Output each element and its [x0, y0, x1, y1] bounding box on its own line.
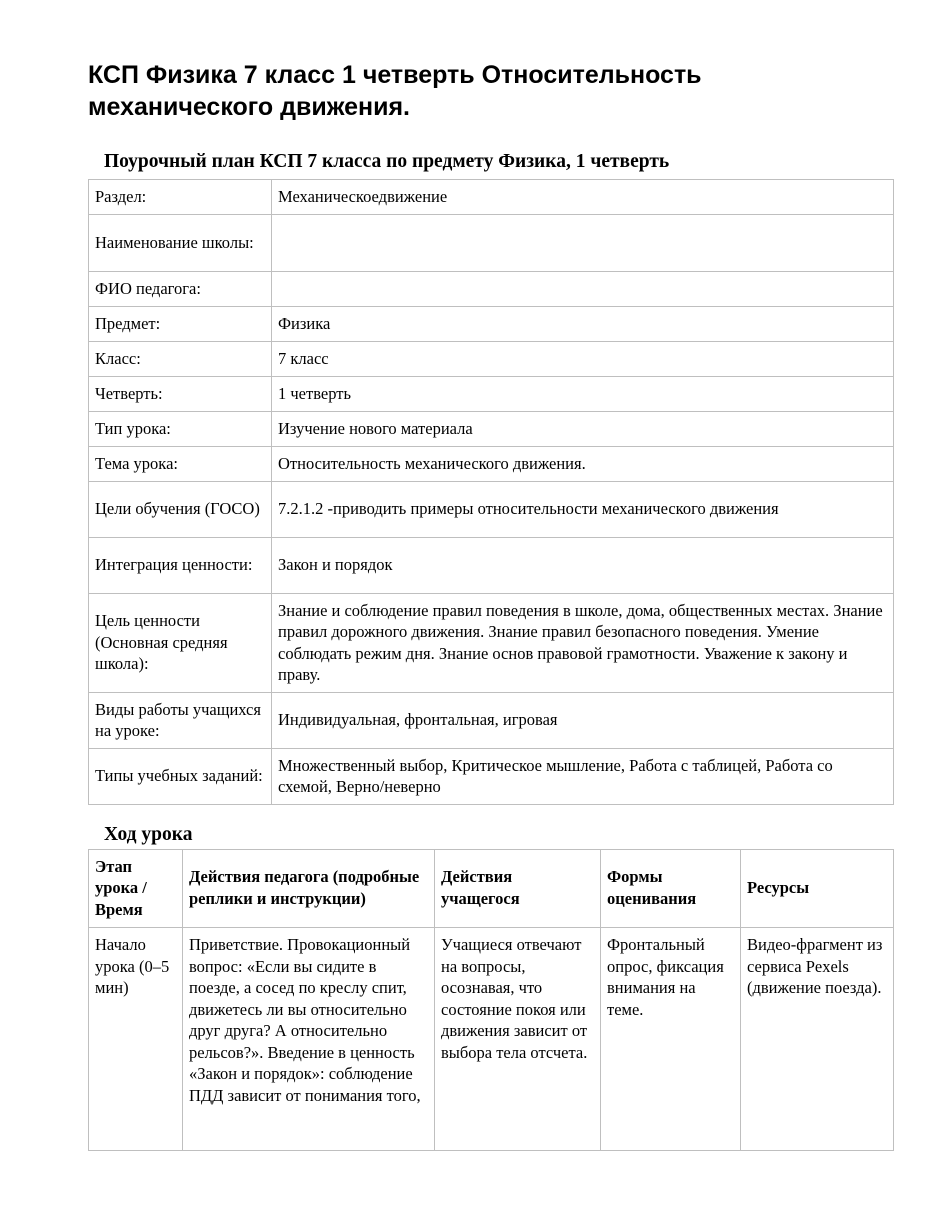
- table-row: [89, 748, 894, 804]
- table-row: [89, 306, 894, 341]
- row-label: Четверть:: [89, 376, 272, 411]
- row-label: Раздел:: [89, 180, 272, 215]
- stage-cell: [89, 928, 183, 1151]
- table-row: [89, 376, 894, 411]
- row-value: 7.2.1.2 -приводить примеры относительности механического движения: [272, 481, 894, 537]
- column-header-assessment: Формы оценивания: [601, 849, 741, 928]
- resources-text: Видео-фрагмент из сервиса Pexels (движение поезда).: [747, 935, 883, 997]
- resources-cell: [741, 928, 894, 1151]
- assessment-cell: [601, 928, 741, 1151]
- row-value: 7 класс: [272, 341, 894, 376]
- table-header-row: [89, 849, 894, 928]
- stage-text: Начало урока (0–5 мин): [95, 935, 170, 997]
- plan-heading: Поурочный план КСП 7 класса по предмету Физика, 1 четверть: [104, 151, 670, 172]
- row-label: Типы учебных заданий:: [89, 748, 272, 804]
- teacher-cell: [183, 928, 435, 1151]
- table-row: [89, 692, 894, 748]
- row-label: Наименование школы:: [89, 214, 272, 271]
- lesson-heading: Ход урока: [104, 823, 193, 845]
- assessment-text: Фронтальный опрос, фиксация внимания на теме.: [607, 935, 724, 1019]
- column-header-resources: Ресурсы: [741, 849, 894, 928]
- row-value: Знание и соблюдение правил поведения в школе, дома, общественных местах. Знание правил дорожного движения. Знание правил безопасного поведения. Умение соблюдать режим дня. Знание основ правовой грамотности. Уважение к закону и праву.: [272, 593, 894, 692]
- student-text: Учащиеся отвечают на вопросы, осознавая, что состояние покоя или движения зависит от выбора тела отсчета.: [441, 935, 588, 1062]
- row-label: Виды работы учащихся на уроке:: [89, 692, 272, 748]
- table-row: [89, 481, 894, 537]
- table-row: [89, 593, 894, 692]
- row-value: Относительность механического движения.: [272, 446, 894, 481]
- row-label: Тип урока:: [89, 411, 272, 446]
- column-header-stage: Этап урока / Время: [89, 849, 183, 928]
- row-value: Физика: [272, 306, 894, 341]
- table-row: [89, 537, 894, 593]
- table-row: [89, 271, 894, 306]
- column-header-teacher: Действия педагога (подробные реплики и инструкции): [183, 849, 435, 928]
- table-row: [89, 214, 894, 271]
- table-row: [89, 446, 894, 481]
- row-value: 1 четверть: [272, 376, 894, 411]
- row-value: [272, 271, 894, 306]
- student-cell: [435, 928, 601, 1151]
- table-row: [89, 411, 894, 446]
- teacher-text: Приветствие. Провокационный вопрос: «Если вы сидите в поезде, а сосед по креслу спит, движетесь ли вы относительно друг друга? А относительно рельсов?». Введение в ценность «Закон и порядок»: соблюдение ПДД зависит от понимания того,: [189, 935, 421, 1105]
- table-row: [89, 341, 894, 376]
- row-value: Закон и порядок: [272, 537, 894, 593]
- row-value: [272, 214, 894, 271]
- column-header-student: Действия учащегося: [435, 849, 601, 928]
- lesson-progress-table: [88, 849, 894, 1152]
- row-label: Тема урока:: [89, 446, 272, 481]
- row-value: Множественный выбор, Критическое мышление, Работа с таблицей, Работа со схемой, Верно/неверно: [272, 748, 894, 804]
- document-page: [88, 0, 893, 1151]
- document-title: КСП Физика 7 класс 1 четверть Относительность механического движения.: [88, 61, 702, 121]
- row-label: Класс:: [89, 341, 272, 376]
- lesson-plan-info-table: [88, 179, 894, 805]
- row-label: ФИО педагога:: [89, 271, 272, 306]
- table-row: [89, 180, 894, 215]
- row-label: Цель ценности (Основная средняя школа):: [89, 593, 272, 692]
- table-row: [89, 928, 894, 1151]
- row-label: Предмет:: [89, 306, 272, 341]
- row-label: Цели обучения (ГОСО): [89, 481, 272, 537]
- row-value: Изучение нового материала: [272, 411, 894, 446]
- row-value: Механическоедвижение: [272, 180, 894, 215]
- row-value: Индивидуальная, фронтальная, игровая: [272, 692, 894, 748]
- row-label: Интеграция ценности:: [89, 537, 272, 593]
